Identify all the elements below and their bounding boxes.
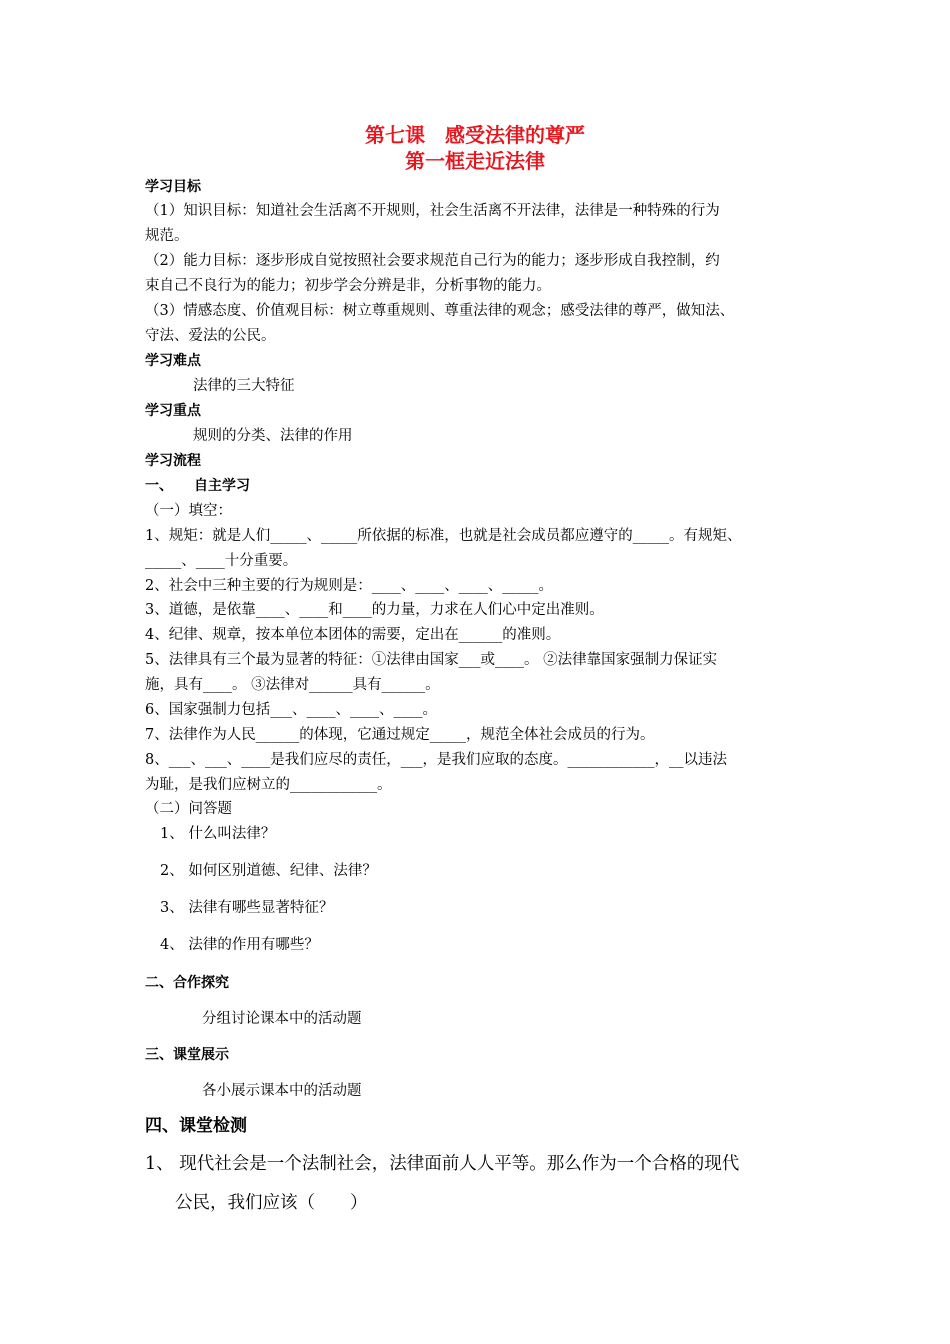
question-item: 3、 法律有哪些显著特征？ [160,900,334,916]
focus-text: 规则的分类、法律的作用 [193,428,353,444]
fill-line: 8、___、___、____是我们应尽的责任，___，是我们应取的态度。____________，__以违法 [145,752,727,768]
test-heading: 四、课堂检测 [145,1116,247,1136]
show-text: 各小展示课本中的活动题 [202,1083,362,1099]
difficulty-heading: 学习难点 [145,353,201,369]
goals-heading: 学习目标 [145,179,201,195]
coop-text: 分组讨论课本中的活动题 [202,1011,362,1027]
question-item: 4、 法律的作用有哪些？ [160,937,319,953]
fill-line: 4、纪律、规章，按本单位本团体的需要，定出在______的准则。 [145,627,561,643]
goals-line: （3）情感态度、价值观目标：树立尊重规则、尊重法律的观念；感受法律的尊严，做知法、 [145,303,735,319]
goals-line: （2）能力目标：逐步形成自觉按照社会要求规范自己行为的能力；逐步形成自我控制，约 [145,253,720,269]
lesson-subtitle: 第一框走近法律 [405,149,545,173]
fill-line: 7、法律作为人民______的体现，它通过规定_____，规范全体社会成员的行为。 [145,727,655,743]
goals-line: 守法、爱法的公民。 [145,328,276,344]
process-heading: 学习流程 [145,453,201,469]
fill-line: 2、社会中三种主要的行为规则是：____、____、____、_____。 [145,578,553,594]
fill-line: 5、法律具有三个最为显著的特征：①法律由国家___或____。 ②法律靠国家强制力保证实 [145,652,718,668]
question-item: 1、 什么叫法律？ [160,826,276,842]
fill-line: 6、国家强制力包括___、____、____、____。 [145,702,437,718]
coop-heading: 二、合作探究 [145,975,229,991]
lesson-title: 第七课 感受法律的尊严 [365,123,585,147]
fill-line: 1、规矩：就是人们_____、_____所依据的标准，也就是社会成员都应遵守的_____。有规矩、 [145,528,742,544]
goals-line: （1）知识目标：知道社会生活离不开规则，社会生活离不开法律，法律是一种特殊的行为 [145,203,720,219]
difficulty-text: 法律的三大特征 [193,378,295,394]
test-question-line: 1、 现代社会是一个法制社会，法律面前人人平等。那么作为一个合格的现代 [145,1154,740,1174]
goals-line: 束自己不良行为的能力；初步学会分辨是非，分析事物的能力。 [145,278,551,294]
question-item: 2、 如何区别道德、纪律、法律？ [160,863,377,879]
section-self-study: 一、 自主学习 [145,478,250,494]
show-heading: 三、课堂展示 [145,1047,229,1063]
fill-line: 3、道德，是依靠____、____和____的力量，力求在人们心中定出准则。 [145,602,604,618]
fill-line: 为耻，是我们应树立的____________。 [145,777,392,793]
test-question-line: 公民，我们应该（ ） [175,1193,368,1213]
qa-heading: （二）问答题 [145,801,232,817]
goals-line: 规范。 [145,228,189,244]
fill-line: 施，具有____。 ③法律对______具有______。 [145,677,440,693]
fill-line: _____、____十分重要。 [145,553,298,569]
focus-heading: 学习重点 [145,403,201,419]
fill-heading: （一）填空： [145,503,232,519]
